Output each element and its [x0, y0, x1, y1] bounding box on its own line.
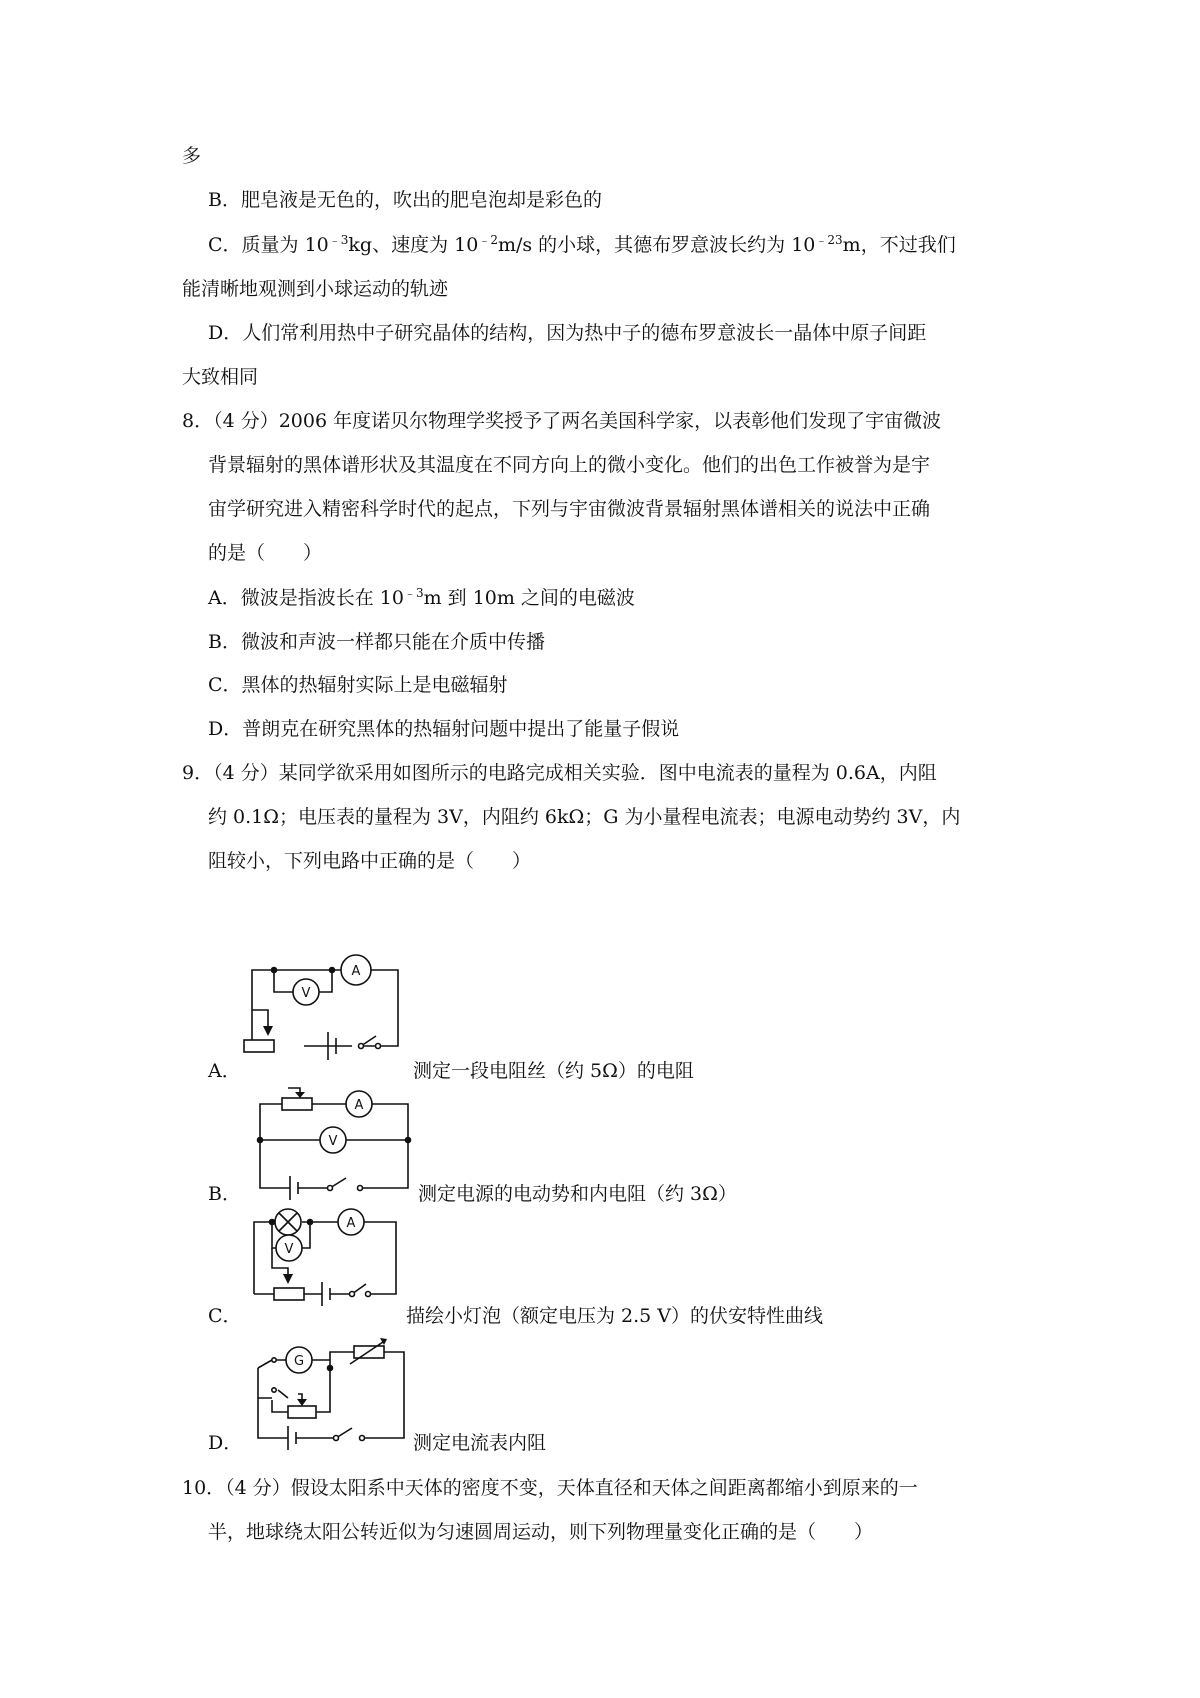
q9-stem-line1: 9．（4 分）某同学欲采用如图所示的电路完成相关实验．图中电流表的量程为 0.6A，内阻 [182, 762, 937, 784]
q10-stem-line1: 10．（4 分）假设太阳系中天体的密度不变，天体直径和天体之间距离都缩小到原来的一 [182, 1477, 918, 1499]
ammeter-label: A [346, 1216, 356, 1231]
q8-stem-line3: 宙学研究进入精密科学时代的起点，下列与宇宙微波背景辐射黑体谱相关的说法中正确 [208, 498, 931, 520]
q7-option-d: D．人们常利用热中子研究晶体的结构，因为热中子的德布罗意波长一晶体中原子间距 [208, 322, 927, 344]
carry-over-text: 多 [182, 145, 202, 167]
q9-stem-line2: 约 0.1Ω；电压表的量程为 3V，内阻约 6kΩ；G 为小量程电流表；电源电动势约 3V，内 [208, 806, 961, 828]
q7-option-c-continued: 能清晰地观测到小球运动的轨迹 [182, 278, 449, 300]
q8-option-c: C．黑体的热辐射实际上是电磁辐射 [208, 674, 508, 696]
q7-option-b: B．肥皂液是无色的，吹出的肥皂泡却是彩色的 [208, 189, 602, 211]
q9-option-d-text: 测定电流表内阻 [413, 1432, 547, 1454]
q9-option-b-text: 测定电源的电动势和内电阻（约 3Ω） [418, 1183, 737, 1205]
q9-option-a-letter: A． [208, 1060, 241, 1082]
voltmeter-label: V [301, 986, 311, 1001]
ammeter-label: A [354, 1098, 364, 1113]
galvanometer-label: G [293, 1354, 305, 1369]
q9-option-d-circuit-diagram [258, 1338, 418, 1448]
q8-option-a: A．微波是指波长在 $10^{﹣3}m$ 到 10m 之间的电磁波 [208, 586, 635, 609]
q10-stem-line2: 半，地球绕太阳公转近似为匀速圆周运动，则下列物理量变化正确的是（ ） [208, 1521, 874, 1543]
q9-option-c-circuit-diagram [248, 1208, 408, 1308]
q7-option-d-continued: 大致相同 [182, 366, 259, 388]
q9-option-b-circuit-diagram [260, 1090, 420, 1200]
q9-stem-line3: 阻较小，下列电路中正确的是（ ） [208, 850, 532, 872]
voltmeter-label: V [328, 1134, 338, 1149]
q8-stem-line2: 背景辐射的黑体谱形状及其温度在不同方向上的微小变化。他们的出色工作被誉为是宇 [208, 454, 931, 476]
q9-option-a-circuit-diagram [246, 958, 406, 1058]
q9-option-c-letter: C． [208, 1305, 242, 1327]
q9-option-d-letter: D． [208, 1432, 243, 1454]
q9-option-c-text: 描绘小灯泡（额定电压为 2.5 V）的伏安特性曲线 [406, 1305, 824, 1327]
ammeter-label: A [351, 964, 361, 979]
q8-option-b: B．微波和声波一样都只能在介质中传播 [208, 631, 545, 653]
q8-option-d: D．普朗克在研究黑体的热辐射问题中提出了能量子假说 [208, 718, 680, 740]
q8-stem-line1: 8．（4 分）2006 年度诺贝尔物理学奖授予了两名美国科学家，以表彰他们发现了宇宙微波 [182, 410, 942, 432]
q9-option-b-letter: B． [208, 1183, 241, 1205]
q9-option-a-text: 测定一段电阻丝（约 5Ω）的电阻 [413, 1060, 694, 1082]
voltmeter-label: V [284, 1242, 294, 1257]
q8-stem-line4: 的是（ ） [208, 542, 323, 564]
q7-option-c: C．质量为 $10^{﹣3}kg$、速度为 $10^{﹣2}m/s$ 的小球，其德布罗意波长约为 $10^{﹣23}m$，不过我们 [208, 233, 956, 256]
